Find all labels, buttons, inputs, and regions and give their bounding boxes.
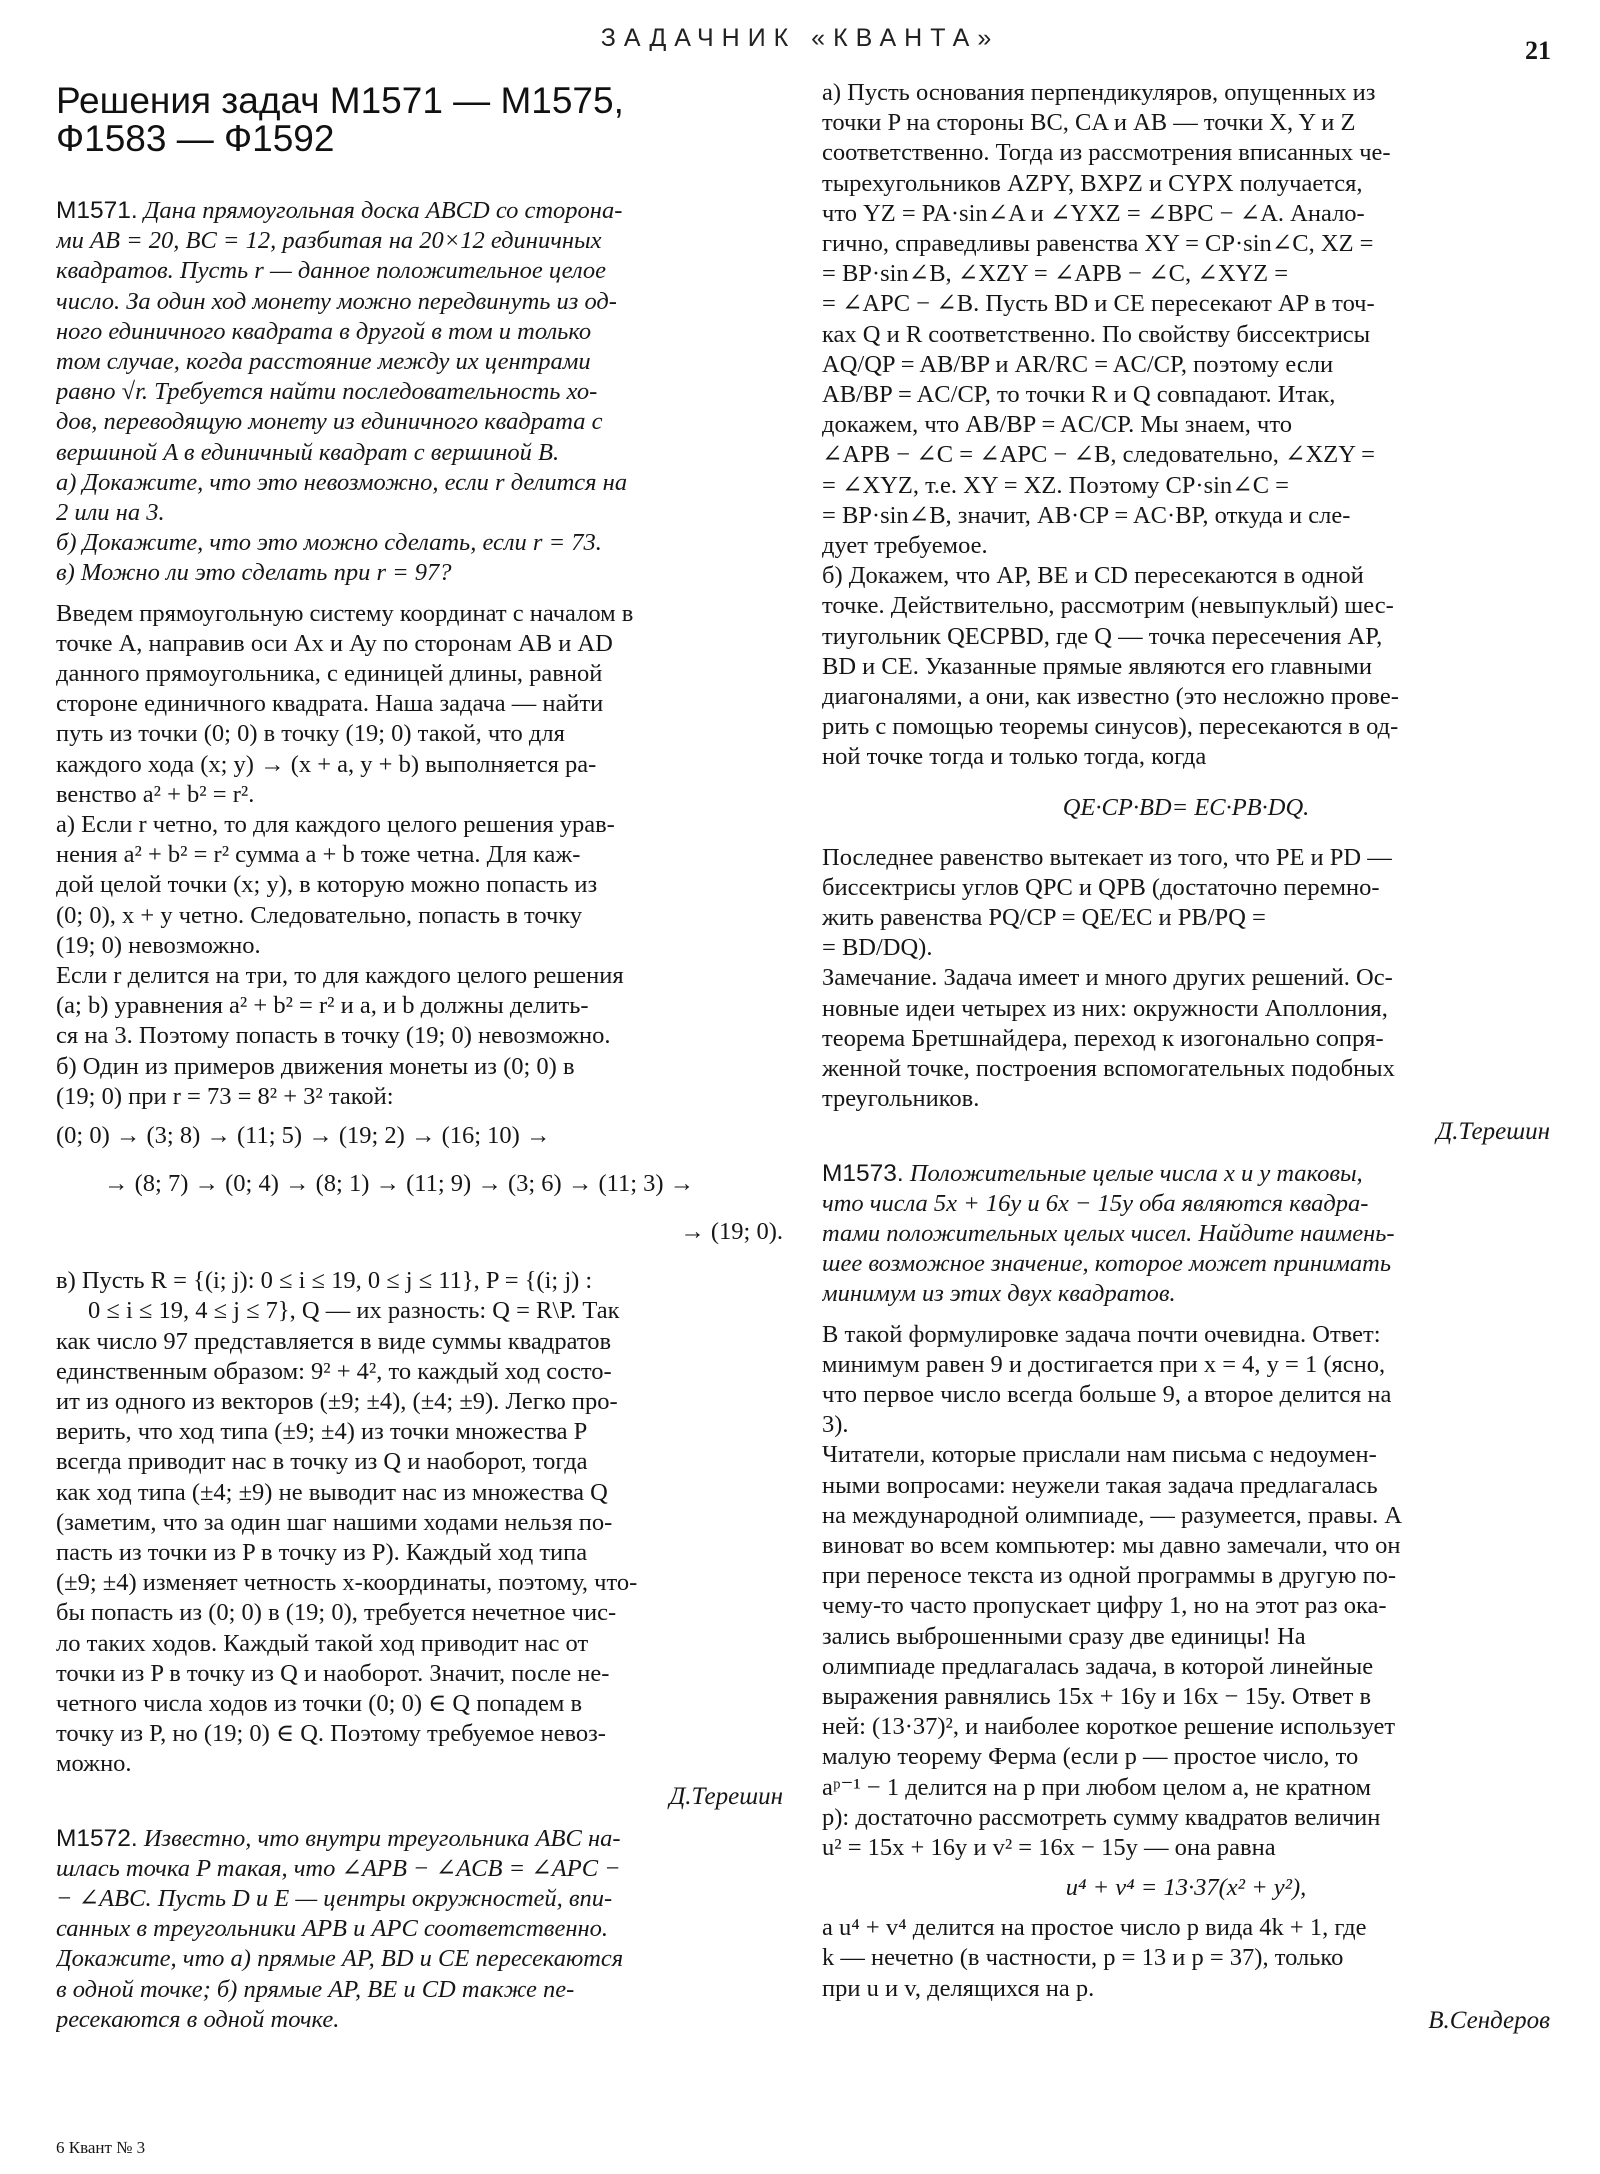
solution-line: (19; 0) при r = 73 = 8² + 3² такой:	[56, 1082, 394, 1110]
page-number: 21	[1525, 36, 1551, 65]
solution-line: = BP·sin∠B, ∠XZY = ∠APB − ∠C, ∠XYZ =	[822, 260, 1289, 288]
solution-line: точку из P, но (19; 0) ∈ Q. Поэтому требуемое невоз-	[56, 1720, 606, 1748]
solution-line: точке A, направив оси Ax и Ay по сторонам AB и AD	[56, 629, 613, 657]
remark-line: женной точке, построения вспомогательных подобных	[822, 1055, 1395, 1083]
solution-line: минимум равен 9 и достигается при x = 4, y = 1 (ясно,	[822, 1350, 1386, 1378]
problem-statement-line: что числа 5x + 16y и 6x − 15y оба являются квадра-	[822, 1189, 1369, 1217]
solution-line: (a; b) уравнения a² + b² = r² и a, и b должны делить-	[56, 992, 589, 1020]
problem-statement-line: тами положительных целых чисел. Найдите наимень-	[822, 1219, 1395, 1247]
author-signature: В.Сендеров	[1428, 2006, 1550, 2034]
solution-line: = BD/DQ).	[822, 934, 933, 962]
move-sequence-line: → (8; 7) → (0; 4) → (8; 1) → (11; 9) → (3; 6) → (11; 3) →	[104, 1170, 695, 1198]
problem-statement-line: ресекаются в одной точке.	[56, 2005, 340, 2033]
author-signature: Д.Терешин	[1436, 1117, 1550, 1145]
problem-label: М1572.	[56, 1824, 138, 1852]
solution-line: диагоналями, а они, как известно (это несложно прове-	[822, 683, 1399, 711]
solution-line: (19; 0) невозможно.	[56, 931, 261, 959]
solution-line: на международной олимпиаде, — разумеется, правы. А	[822, 1501, 1403, 1529]
solution-line: можно.	[56, 1750, 132, 1778]
solution-line: = ∠APC − ∠B. Пусть BD и CE пересекают AP в точ-	[822, 290, 1375, 318]
problem-statement-line: шлась точка P такая, что ∠APB − ∠ACB = ∠APC −	[56, 1854, 621, 1882]
author-signature: Д.Терешин	[669, 1782, 783, 1810]
problem-m1572	[56, 1824, 783, 2035]
solution-line: Последнее равенство вытекает из того, что PE и PD —	[822, 843, 1392, 871]
solution-line: что YZ = PA·sin∠A и ∠YXZ = ∠BPC − ∠A. Анало-	[822, 199, 1365, 227]
solution-line: путь из точки (0; 0) в точку (19; 0) такой, что для	[56, 720, 565, 748]
remark-line: Замечание. Задача имеет и много других решений. Ос-	[822, 964, 1393, 992]
solution-line: ∠APB − ∠C = ∠APC − ∠B, следовательно, ∠XZY =	[822, 441, 1375, 469]
problem-statement-line: дов, переводящую монету из единичного квадрата с	[56, 408, 603, 436]
solution-line: ках Q и R соответственно. По свойству биссектрисы	[822, 320, 1371, 348]
problem-statement-line: том случае, когда расстояние между их центрами	[56, 348, 591, 376]
problem-statement-line: число. За один ход монету можно передвинуть из од-	[56, 287, 617, 315]
solution-line: б) Докажем, что AP, BE и CD пересекаются в одной	[822, 562, 1364, 590]
heading-line: Ф1583 — Ф1592	[56, 118, 335, 159]
solution-line: при u и v, делящихся на p.	[822, 1974, 1095, 2002]
solution-line: ся на 3. Поэтому попасть в точку (19; 0) невозможно.	[56, 1022, 611, 1050]
solution-line: aᵖ⁻¹ − 1 делится на p при любом целом a, не кратном	[822, 1773, 1372, 1801]
problem-statement-line: равно √r. Требуется найти последовательность хо-	[56, 378, 598, 406]
running-header: ЗАДАЧНИК «КВАНТА»	[600, 24, 1000, 52]
problem-statement-line: − ∠ABC. Пусть D и E — центры окружностей, впи-	[56, 1884, 613, 1912]
problem-m1571	[56, 196, 783, 1814]
solution-line: гично, справедливы равенства XY = CP·sin∠C, XZ =	[822, 230, 1374, 258]
solution-line: ит из одного из векторов (±9; ±4), (±4; ±9). Легко про-	[56, 1387, 618, 1415]
page-footer: 6 Квант № 3	[56, 2138, 146, 2157]
solution-line: всегда приводит нас в точку из Q и наоборот, тогда	[56, 1448, 588, 1476]
problem-statement-line	[822, 1159, 1550, 1189]
solution-line: (0; 0), x + y четно. Следовательно, попасть в точку	[56, 901, 583, 929]
display-formula: QE·CP·BD= EC·PB·DQ.	[1062, 793, 1310, 821]
solution-line: Читатели, которые прислали нам письма с недоумен-	[822, 1441, 1377, 1469]
solution-line: = BP·sin∠B, значит, AB·CP = AC·BP, откуда и сле-	[822, 501, 1351, 529]
remark-line: теорема Бретшнайдера, переход к изогонально сопря-	[822, 1024, 1384, 1052]
solution-line: соответственно. Тогда из рассмотрения вписанных че-	[822, 139, 1391, 167]
solution-line: что первое число всегда больше 9, а второе делится на	[822, 1380, 1392, 1408]
display-formula: u⁴ + v⁴ = 13·37(x² + y²),	[1065, 1874, 1307, 1902]
solution-line: ной точке тогда и только тогда, когда	[822, 743, 1207, 771]
left-column	[56, 78, 783, 2035]
solution-line: выражения равнялись 15x + 16y и 16x − 15y. Ответ в	[822, 1682, 1372, 1710]
solution-line: u² = 15x + 16y и v² = 16x − 15y — она равна	[822, 1833, 1276, 1861]
remark-line: новные идеи четырех из них: окружности Аполлония,	[822, 994, 1388, 1022]
move-sequence-line: → (19; 0).	[680, 1218, 783, 1246]
problem-statement-line: ного единичного квадрата в другой в том и только	[56, 317, 592, 345]
solution-line: тырехугольников AZPY, BXPZ и CYPX получается,	[822, 169, 1363, 197]
problem-statement-line: вершиной A в единичный квадрат с вершиной B.	[56, 438, 560, 466]
statement-text: Положительные целые числа x и y таковы,	[903, 1159, 1363, 1187]
solution-line: а) Пусть основания перпендикуляров, опущенных из	[822, 79, 1376, 106]
section-heading	[56, 82, 783, 158]
solution-line: рить с помощью теоремы синусов), пересекаются в од-	[822, 713, 1399, 741]
solution-line: докажем, что AB/BP = AC/CP. Мы знаем, что	[822, 411, 1293, 439]
solution-line: виноват во всем компьютер: мы давно замечали, что он	[822, 1531, 1401, 1559]
solution-line: точке. Действительно, рассмотрим (невыпуклый) шес-	[822, 592, 1394, 620]
solution-line: Введем прямоугольную систему координат с началом в	[56, 599, 634, 627]
solution-line: стороне единичного квадрата. Наша задача — найти	[56, 690, 604, 718]
problem-statement-line	[56, 196, 783, 226]
solution-line: Если r делится на три, то для каждого целого решения	[56, 962, 624, 990]
heading-line: Решения задач М1571 — М1575,	[56, 80, 624, 121]
solution-line: при переносе текста из одной программы в другую по-	[822, 1562, 1397, 1590]
problem-statement-line: в) Можно ли это сделать при r = 97?	[56, 559, 452, 587]
solution-line: BD и CE. Указанные прямые являются его главными	[822, 652, 1372, 680]
solution-line: p): достаточно рассмотреть сумму квадратов величин	[822, 1803, 1381, 1831]
problem-statement-line: ми AB = 20, BC = 12, разбитая на 20×12 единичных	[56, 227, 602, 255]
solution-line: нения a² + b² = r² сумма a + b тоже четна. Для каж-	[56, 841, 581, 869]
solution-line: верить, что ход типа (±9; ±4) из точки множества P	[56, 1418, 588, 1446]
solution-line: ло таких ходов. Каждый такой ход приводит нас от	[56, 1629, 589, 1657]
solution-line: в) Пусть R = {(i; j): 0 ≤ i ≤ 19, 0 ≤ j ≤ 11}, P = {(i; j) :	[56, 1267, 593, 1295]
problem-statement-line: шее возможное значение, которое может принимать	[822, 1250, 1391, 1278]
solution-line: чему-то часто пропускает цифру 1, но на этот раз ока-	[822, 1592, 1387, 1620]
solution-line: дой целой точки (x; y), в которую можно попасть из	[56, 871, 598, 899]
solution-line: = ∠XYZ, т.е. XY = XZ. Поэтому CP·sin∠C =	[822, 471, 1289, 499]
solution-line: а) Если r четно, то для каждого целого решения урав-	[56, 811, 615, 839]
solution-line: дует требуемое.	[822, 532, 988, 560]
solution-line: жить равенства PQ/CP = QE/EC и PB/PQ =	[822, 904, 1266, 932]
solution-line: ными вопросами: неужели такая задача предлагалась	[822, 1471, 1378, 1499]
problem-statement-line: санных в треугольники APB и APC соответственно.	[56, 1915, 609, 1943]
solution-line: AQ/QP = AB/BP и AR/RC = AC/CP, поэтому если	[822, 350, 1334, 378]
solution-line: малую теорему Ферма (если p — простое число, то	[822, 1743, 1359, 1771]
solution-line: 3).	[822, 1411, 849, 1439]
problem-statement-line: б) Докажите, что это можно сделать, если r = 73.	[56, 529, 602, 557]
solution-line: олимпиаде предлагалась задача, в которой линейные	[822, 1652, 1374, 1680]
solution-line: AB/BP = AC/CP, то точки R и Q совпадают. Итак,	[822, 381, 1336, 409]
problem-statement-line: а) Докажите, что это невозможно, если r делится на	[56, 468, 628, 496]
problem-statement-line: Докажите, что а) прямые AP, BD и CE пересекаются	[56, 1945, 624, 1973]
solution-line: зались выброшенными сразу две единицы! На	[822, 1622, 1306, 1650]
problem-statement-line	[56, 1824, 783, 1854]
solution-line: как ход типа (±4; ±9) не выводит нас из множества Q	[56, 1478, 608, 1506]
solution-line: четного числа ходов из точки (0; 0) ∈ Q попадем в	[56, 1689, 583, 1717]
solution-line: k — нечетно (в частности, p = 13 и p = 37), только	[822, 1944, 1344, 1972]
problem-m1573	[822, 1159, 1550, 2038]
solution-line: как число 97 представляется в виде суммы квадратов	[56, 1327, 612, 1355]
solution-line: В такой формулировке задача почти очевидна. Ответ:	[822, 1320, 1381, 1348]
problem-statement-line: в одной точке; б) прямые AP, BE и CD также пе-	[56, 1975, 575, 2003]
solution-line: (±9; ±4) изменяет четность x-координаты, поэтому, что-	[56, 1569, 638, 1597]
solution-line: каждого хода (x; y) → (x + a, y + b) выполняется ра-	[56, 750, 597, 778]
solution-line: венство a² + b² = r².	[56, 780, 255, 808]
remark-line: треугольников.	[822, 1085, 980, 1113]
solution-line: а u⁴ + v⁴ делится на простое число p вида 4k + 1, где	[822, 1914, 1367, 1942]
solution-line: единственным образом: 9² + 4², то каждый ход состо-	[56, 1357, 612, 1385]
problem-statement-line: минимум из этих двух квадратов.	[822, 1280, 1176, 1308]
solution-line: данного прямоугольника, с единицей длины, равной	[56, 660, 603, 688]
solution-line: точки P на стороны BC, CA и AB — точки X, Y и Z	[822, 109, 1356, 137]
statement-text: Дана прямоугольная доска ABCD со сторона-	[137, 197, 623, 224]
problem-statement-line: 2 или на 3.	[56, 499, 165, 527]
solution-line: ней: (13·37)², и наиболее короткое решение использует	[822, 1713, 1396, 1741]
right-column	[822, 78, 1550, 2038]
problem-label: М1571.	[56, 197, 138, 224]
solution-line: бы попасть из (0; 0) в (19; 0), требуется нечетное чис-	[56, 1599, 617, 1627]
solution-line: биссектрисы углов QPC и QPB (достаточно перемно-	[822, 873, 1380, 901]
solution-line: б) Один из примеров движения монеты из (0; 0) в	[56, 1052, 575, 1080]
problem-statement-line: квадратов. Пусть r — данное положительное целое	[56, 257, 607, 285]
solution-line: тиугольник QECPBD, где Q — точка пересечения AP,	[822, 622, 1383, 650]
move-sequence-line: (0; 0) → (3; 8) → (11; 5) → (19; 2) → (16; 10) →	[56, 1122, 551, 1150]
solution-line: 0 ≤ i ≤ 19, 4 ≤ j ≤ 7}, Q — их разность: Q = R\P. Так	[88, 1297, 620, 1325]
problem-label: М1573.	[822, 1159, 904, 1187]
solution-line: точки из P в точку из Q и наоборот. Значит, после не-	[56, 1659, 610, 1687]
solution-line: пасть из точки из P в точку из P). Каждый ход типа	[56, 1538, 588, 1566]
m1572-solution	[822, 78, 1550, 1149]
statement-text: Известно, что внутри треугольника ABC на-	[137, 1824, 621, 1852]
solution-line: (заметим, что за один шаг нашими ходами нельзя по-	[56, 1508, 613, 1536]
